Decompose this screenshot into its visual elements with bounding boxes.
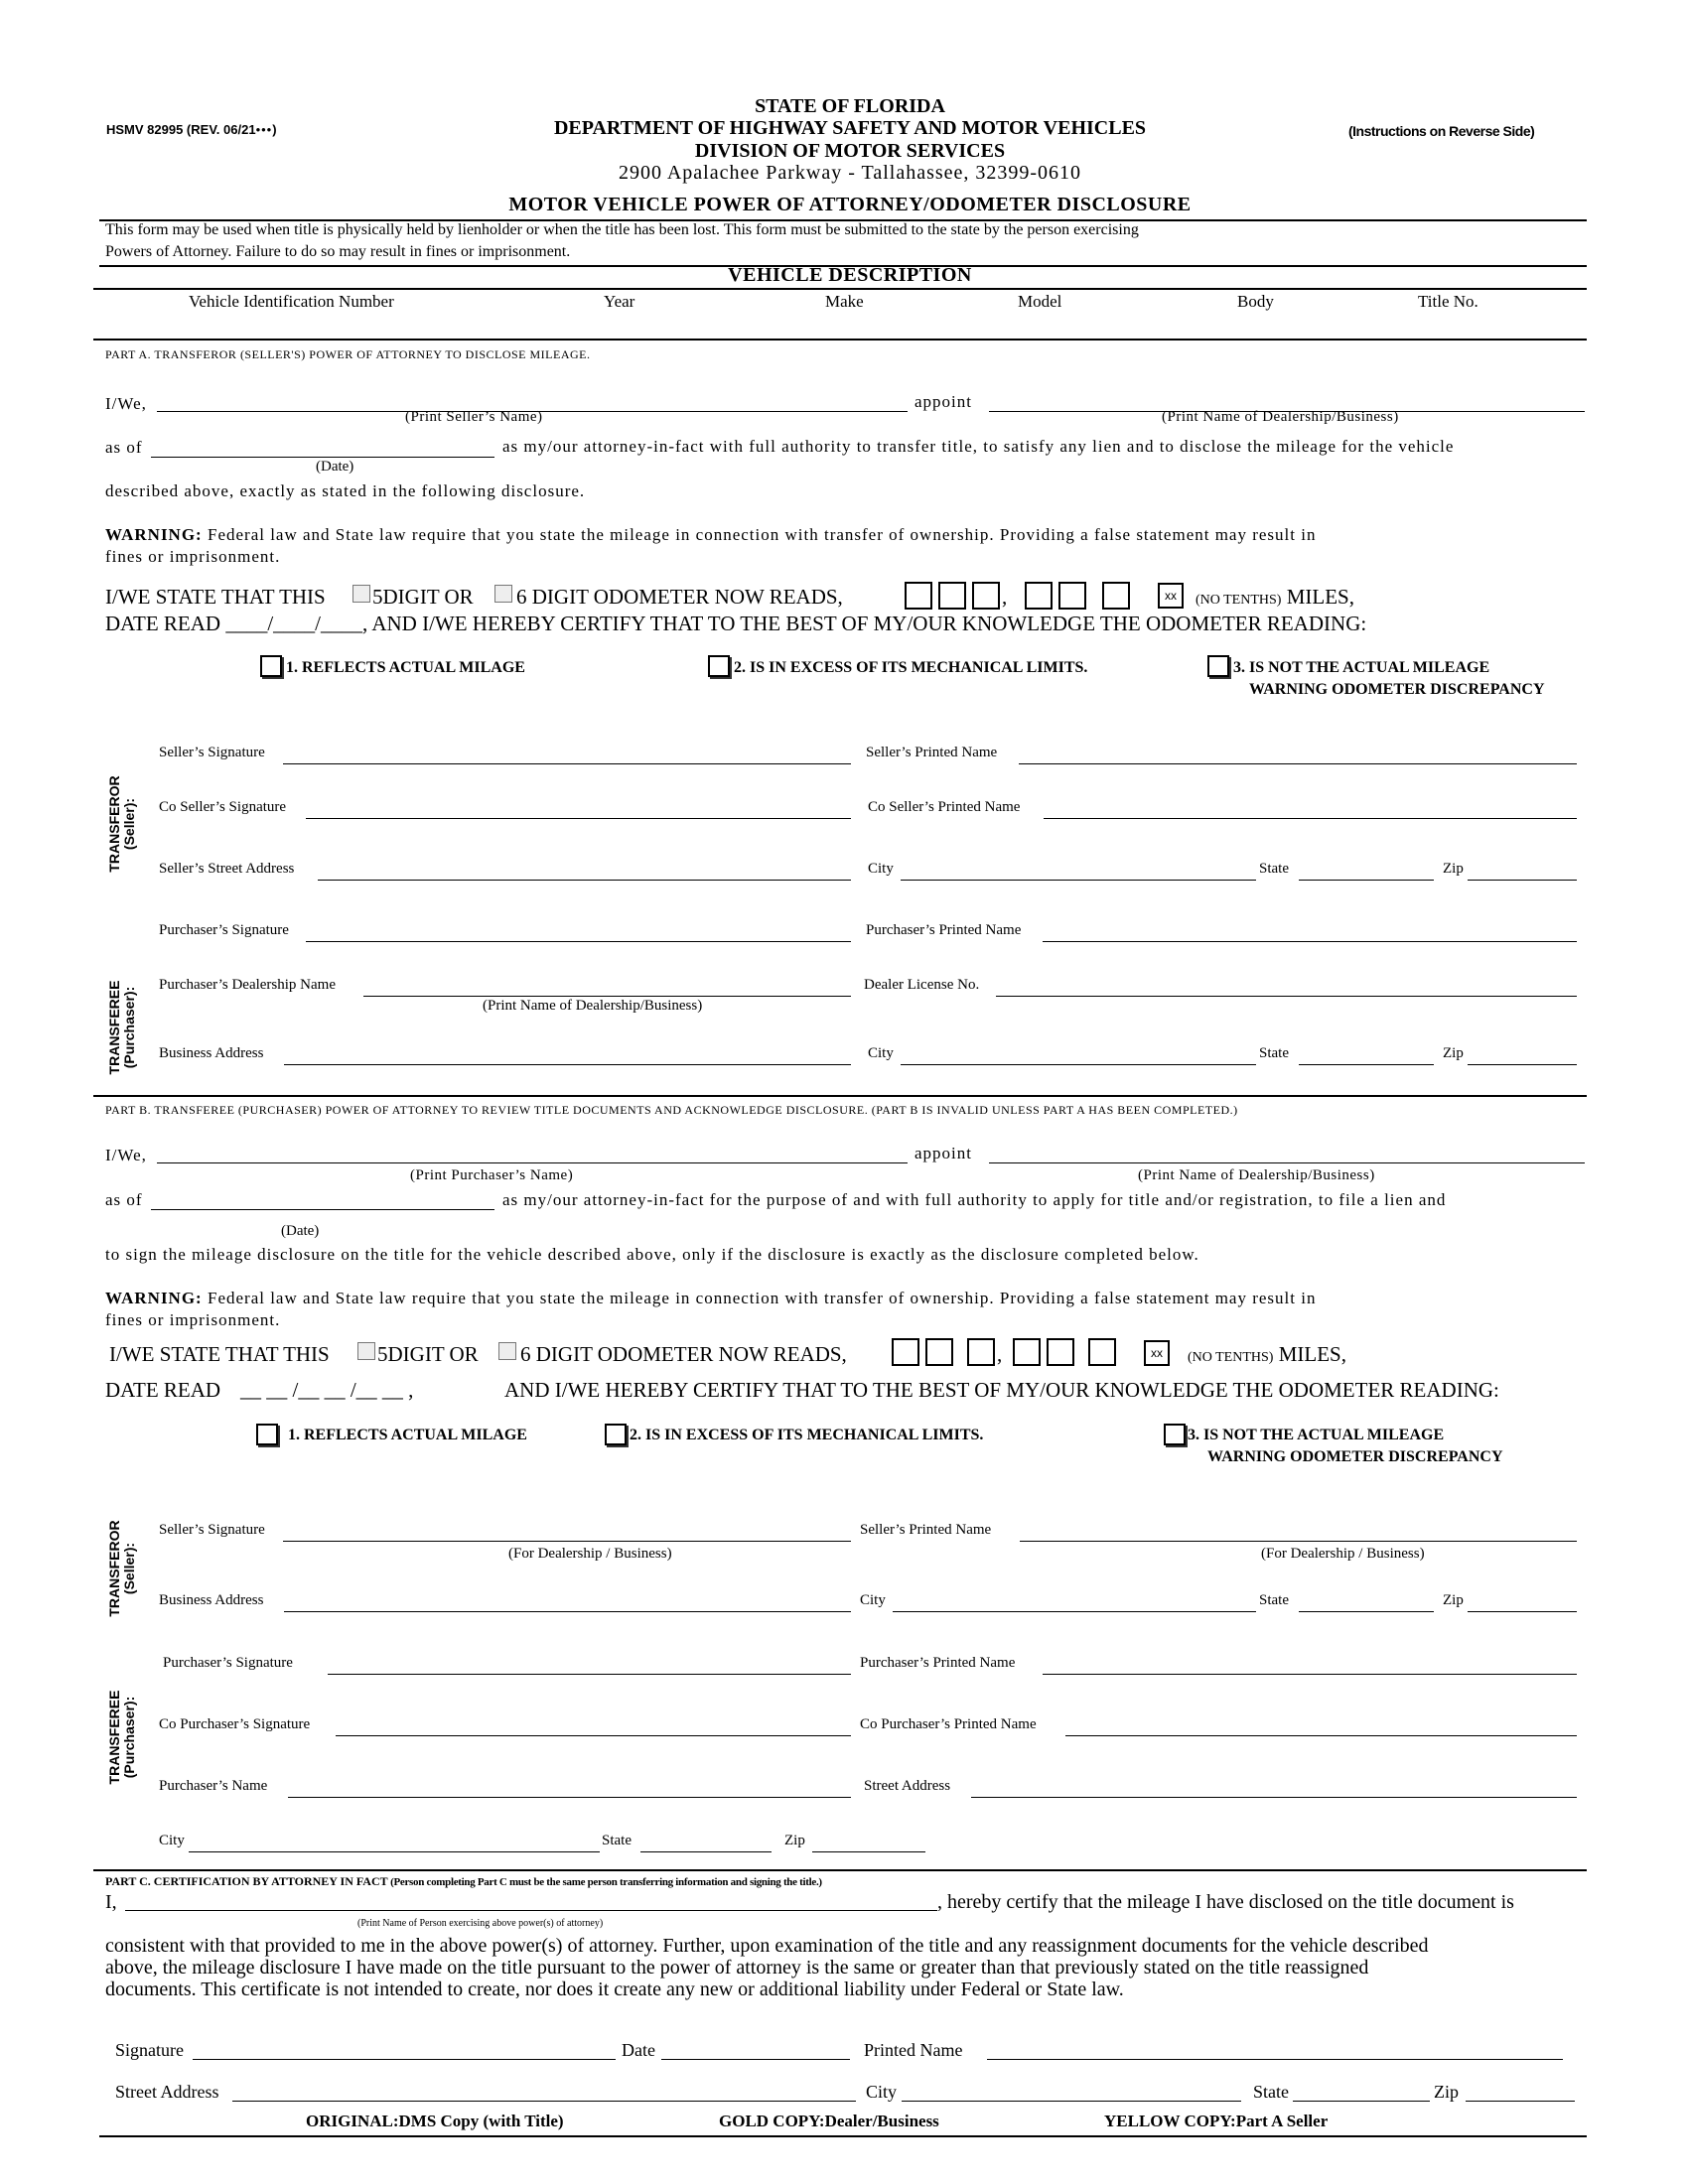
city-field[interactable]	[189, 1851, 600, 1852]
transferee-label	[107, 1688, 138, 1787]
option-not-actual-label: 3. IS NOT THE ACTUAL MILEAGE	[1233, 659, 1490, 676]
odometer-discrepancy-warning: WARNING ODOMETER DISCREPANCY	[1207, 1448, 1503, 1465]
no-tenths-label: (NO TENTHS)	[1196, 593, 1282, 608]
part-c-body-3: documents. This certificate is not intended to create, nor does it create any new or additional liability under Federal or State law.	[105, 1979, 1124, 2000]
business-address-label: Business Address	[159, 1592, 264, 1608]
state-field[interactable]	[1299, 880, 1434, 881]
co-sellers-signature-field[interactable]	[306, 818, 851, 819]
purchasers-signature-field[interactable]	[328, 1674, 851, 1675]
part-c-note: (Person completing Part C must be the same person transferring information and signing the title.)	[387, 1876, 822, 1888]
purchasers-printed-field[interactable]	[1043, 941, 1577, 942]
state-label: State	[1259, 1045, 1289, 1061]
vehicle-description-heading: VEHICLE DESCRIPTION	[728, 264, 972, 286]
part-b-warning	[105, 1289, 1316, 1308]
option-excess-checkbox[interactable]	[708, 655, 730, 677]
purchasers-name-label: Purchaser’s Name	[159, 1778, 268, 1794]
sign-text: to sign the mileage disclosure on the title for the vehicle described above, only if the disclosure is exactly as the disclosure completed below.	[105, 1245, 1199, 1264]
odometer-digit-3[interactable]	[972, 582, 1000, 610]
state-field[interactable]	[1299, 1064, 1434, 1065]
attorney-text: as my/our attorney-in-fact for the purpose of and with full authority to apply for title and/or registration, to file a lien and	[502, 1190, 1447, 1209]
street-address-label: Street Address	[115, 2082, 219, 2102]
purchaser-text: (Purchaser):	[121, 986, 138, 1069]
state-this-label: I/WE STATE THAT THIS	[109, 1342, 330, 1366]
zip-field[interactable]	[812, 1851, 925, 1852]
zip-label: Zip	[1443, 861, 1464, 877]
five-digit-label: 5DIGIT OR	[377, 1342, 479, 1366]
iwe-label: I/We,	[105, 394, 147, 413]
as-of-date-field[interactable]	[151, 457, 494, 458]
transferor-label	[107, 774, 138, 874]
state-title: STATE OF FLORIDA	[755, 95, 945, 117]
odometer-digit-6[interactable]	[1088, 1338, 1116, 1366]
part-c-body-2: above, the mileage disclosure I have made on the title pursuant to the power of attorney is the same or greater than that previously stated on the title reassigned	[105, 1957, 1369, 1979]
print-dealership-note-2: (Print Name of Dealership/Business)	[483, 998, 703, 1014]
state-label: State	[602, 1833, 632, 1848]
option-not-actual-checkbox[interactable]	[1164, 1424, 1186, 1445]
state-label: State	[1259, 861, 1289, 877]
purchasers-dealership-field[interactable]	[363, 996, 851, 997]
sellers-printed-label: Seller’s Printed Name	[860, 1522, 992, 1538]
date-label: Date	[622, 2040, 655, 2060]
city-label: City	[159, 1833, 185, 1848]
date-note: (Date)	[281, 1223, 320, 1239]
transferee-text: TRANSFEREE	[106, 1690, 122, 1785]
city-label: City	[868, 861, 894, 877]
divider	[93, 1095, 1587, 1097]
i-label: I,	[105, 1891, 117, 1913]
for-dealership-note: (For Dealership / Business)	[1261, 1546, 1425, 1562]
purchasers-signature-field[interactable]	[306, 941, 851, 942]
sellers-printed-field[interactable]	[1020, 1541, 1577, 1542]
warning-text: Federal law and State law require that you state the mileage in connection with transfer of ownership. Providing a false statement may result in	[202, 525, 1317, 544]
certify-text: AND I/WE HEREBY CERTIFY THAT TO THE BEST OF MY/OUR KNOWLEDGE THE ODOMETER READING:	[504, 1378, 1499, 1402]
business-address-field[interactable]	[284, 1064, 851, 1065]
odometer-digit-6[interactable]	[1102, 582, 1130, 610]
part-a-warning	[105, 525, 1316, 545]
warning-label: WARNING:	[105, 1289, 203, 1307]
printed-name-label: Printed Name	[864, 2040, 963, 2060]
odometer-digit-1[interactable]	[892, 1338, 919, 1366]
divider	[93, 1869, 1587, 1871]
divider	[93, 288, 1587, 290]
odometer-comma: ,	[1002, 585, 1008, 609]
col-vin: Vehicle Identification Number	[189, 292, 394, 311]
state-label: State	[1259, 1592, 1289, 1608]
street-address-field[interactable]	[232, 2101, 856, 2102]
dealer-license-label: Dealer License No.	[864, 977, 980, 993]
city-label: City	[860, 1592, 886, 1608]
purchasers-printed-field[interactable]	[1043, 1674, 1577, 1675]
option-actual-mileage-checkbox[interactable]	[256, 1424, 278, 1445]
date-read-label: DATE READ	[105, 1378, 221, 1402]
state-field[interactable]	[1293, 2101, 1430, 2102]
col-year: Year	[604, 292, 635, 311]
zip-field[interactable]	[1466, 2101, 1575, 2102]
col-title-no: Title No.	[1418, 292, 1478, 311]
co-purchasers-signature-field[interactable]	[336, 1735, 851, 1736]
tenths-box: xx	[1158, 583, 1184, 609]
city-label: City	[868, 1045, 894, 1061]
sellers-printed-label: Seller’s Printed Name	[866, 745, 998, 760]
warning-line-2: fines or imprisonment.	[105, 1310, 281, 1329]
odometer-comma: ,	[997, 1342, 1003, 1366]
city-field[interactable]	[901, 1064, 1256, 1065]
date-read-blanks: __ __ /__ __ /__ __ ,	[240, 1378, 414, 1402]
zip-field[interactable]	[1468, 1611, 1577, 1612]
state-label: State	[1253, 2082, 1289, 2102]
six-digit-checkbox[interactable]	[494, 585, 512, 603]
appoint-label: appoint	[914, 392, 972, 411]
date-read-line: DATE READ ____/____/____, AND I/WE HEREBY CERTIFY THAT TO THE BEST OF MY/OUR KNOWLEDGE THE ODOMETER READING:	[105, 612, 1367, 635]
odometer-digit-5[interactable]	[1047, 1338, 1074, 1366]
print-dealership-note: (Print Name of Dealership/Business)	[1162, 409, 1399, 425]
co-sellers-printed-field[interactable]	[1044, 818, 1577, 819]
odometer-digit-2[interactable]	[925, 1338, 953, 1366]
department-address: 2900 Apalachee Parkway - Tallahassee, 32399-0610	[618, 162, 1082, 184]
purchasers-signature-label: Purchaser’s Signature	[163, 1655, 293, 1671]
no-tenths-miles	[1188, 1342, 1346, 1366]
division-title: DIVISION OF MOTOR SERVICES	[694, 140, 1006, 162]
sellers-signature-field[interactable]	[283, 763, 851, 764]
zip-field[interactable]	[1468, 880, 1577, 881]
divider	[93, 339, 1587, 341]
copy-yellow: YELLOW COPY:Part A Seller	[1104, 2112, 1329, 2130]
odometer-digit-4[interactable]	[1013, 1338, 1041, 1366]
purchasers-dealership-label: Purchaser’s Dealership Name	[159, 977, 336, 993]
copy-original: ORIGINAL:DMS Copy (with Title)	[306, 2112, 564, 2130]
six-digit-label: 6 DIGIT ODOMETER NOW READS,	[520, 1342, 847, 1366]
purchasers-printed-label: Purchaser’s Printed Name	[866, 922, 1022, 938]
odometer-digit-2[interactable]	[938, 582, 966, 610]
copy-gold: GOLD COPY:Dealer/Business	[719, 2112, 939, 2130]
form-id-tail: )	[272, 122, 277, 137]
signature-label: Signature	[115, 2040, 184, 2060]
attorney-text: as my/our attorney-in-fact with full authority to transfer title, to satisfy any lien and to disclose the mileage for the vehicle	[502, 437, 1455, 456]
warning-text: Federal law and State law require that you state the mileage in connection with transfer of ownership. Providing a false statement may result in	[202, 1289, 1317, 1307]
option-not-actual-checkbox[interactable]	[1207, 655, 1229, 677]
part-c-heading	[105, 1875, 822, 1889]
city-field[interactable]	[893, 1611, 1256, 1612]
co-purchasers-signature-label: Co Purchaser’s Signature	[159, 1716, 311, 1732]
purchasers-signature-label: Purchaser’s Signature	[159, 922, 289, 938]
attorney-name-field[interactable]	[125, 1910, 937, 1911]
zip-label: Zip	[1434, 2082, 1459, 2102]
transferee-label	[107, 978, 138, 1077]
city-label: City	[866, 2082, 898, 2102]
odometer-discrepancy-warning: WARNING ODOMETER DISCREPANCY	[1249, 681, 1545, 698]
zip-label: Zip	[1443, 1045, 1464, 1061]
part-c-body-1: consistent with that provided to me in the above power(s) of attorney. Further, upon examination of the title and any reassignment documents for the vehicle described	[105, 1935, 1429, 1957]
co-purchasers-printed-label: Co Purchaser’s Printed Name	[860, 1716, 1037, 1732]
co-sellers-printed-label: Co Seller’s Printed Name	[868, 799, 1021, 815]
as-of-label: as of	[105, 438, 143, 457]
transferor-text: TRANSFEROR	[106, 775, 122, 873]
option-excess-checkbox[interactable]	[605, 1424, 627, 1445]
purchaser-text: (Purchaser):	[121, 1696, 138, 1779]
as-of-label: as of	[105, 1190, 143, 1209]
option-excess-label: 2. IS IN EXCESS OF ITS MECHANICAL LIMITS.	[630, 1427, 984, 1443]
col-model: Model	[1018, 292, 1062, 311]
street-address-label: Street Address	[864, 1778, 951, 1794]
no-tenths-miles	[1196, 585, 1354, 609]
street-address-field[interactable]	[971, 1797, 1577, 1798]
form-id-text: HSMV 82995 (REV. 06/21	[106, 122, 256, 137]
option-excess-label: 2. IS IN EXCESS OF ITS MECHANICAL LIMITS.	[734, 659, 1088, 676]
co-sellers-signature-label: Co Seller’s Signature	[159, 799, 287, 815]
dealership-name-field[interactable]	[989, 1162, 1585, 1163]
city-field[interactable]	[901, 880, 1256, 881]
divider	[99, 2135, 1587, 2137]
odometer-digit-3[interactable]	[967, 1338, 995, 1366]
instructions-note: (Instructions on Reverse Side)	[1348, 123, 1535, 139]
co-purchasers-printed-field[interactable]	[1065, 1735, 1577, 1736]
tenths-box: xx	[1144, 1340, 1170, 1366]
five-digit-checkbox[interactable]	[357, 1342, 375, 1360]
option-not-actual-label: 3. IS NOT THE ACTUAL MILEAGE	[1188, 1427, 1445, 1443]
form-id	[106, 123, 277, 138]
print-name-note: (Print Name of Person exercising above power(s) of attorney)	[357, 1918, 604, 1929]
option-actual-mileage-checkbox[interactable]	[260, 655, 282, 677]
five-digit-checkbox[interactable]	[352, 585, 370, 603]
intro-line-2: Powers of Attorney. Failure to do so may result in fines or imprisonment.	[105, 243, 571, 260]
seller-text: (Seller):	[121, 797, 138, 851]
sellers-street-label: Seller’s Street Address	[159, 861, 295, 877]
odometer-digit-4[interactable]	[1025, 582, 1053, 610]
appoint-label: appoint	[914, 1144, 972, 1162]
warning-label: WARNING:	[105, 525, 203, 544]
purchaser-name-field[interactable]	[157, 1162, 908, 1163]
printed-name-field[interactable]	[987, 2059, 1563, 2060]
part-b-heading: PART B. TRANSFEREE (PURCHASER) POWER OF ATTORNEY TO REVIEW TITLE DOCUMENTS AND ACKNOWLEDGE DISCLOSURE. (PART B IS INVALID UNLESS PART A HAS BEEN COMPLETED.)	[105, 1103, 1238, 1117]
for-dealership-note: (For Dealership / Business)	[508, 1546, 672, 1562]
form-title: MOTOR VEHICLE POWER OF ATTORNEY/ODOMETER DISCLOSURE	[508, 194, 1192, 215]
state-this-label: I/WE STATE THAT THIS	[105, 585, 326, 609]
col-make: Make	[825, 292, 864, 311]
part-a-heading: PART A. TRANSFEROR (SELLER'S) POWER OF ATTORNEY TO DISCLOSE MILEAGE.	[105, 347, 591, 361]
print-dealership-note: (Print Name of Dealership/Business)	[1138, 1167, 1375, 1183]
sellers-signature-label: Seller’s Signature	[159, 1522, 265, 1538]
five-digit-label: 5DIGIT OR	[372, 585, 474, 609]
option-actual-mileage-label: 1. REFLECTS ACTUAL MILAGE	[286, 659, 525, 676]
six-digit-checkbox[interactable]	[498, 1342, 516, 1360]
zip-label: Zip	[784, 1833, 805, 1848]
miles-label: MILES,	[1278, 1342, 1346, 1366]
purchasers-name-field[interactable]	[288, 1797, 851, 1798]
col-body: Body	[1237, 292, 1274, 311]
sellers-signature-label: Seller’s Signature	[159, 745, 265, 760]
purchasers-printed-label: Purchaser’s Printed Name	[860, 1655, 1016, 1671]
option-actual-mileage-label: 1. REFLECTS ACTUAL MILAGE	[288, 1427, 527, 1443]
hereby-text: , hereby certify that the mileage I have disclosed on the title document is	[937, 1891, 1514, 1913]
odometer-digit-5[interactable]	[1058, 582, 1086, 610]
print-seller-note: (Print Seller’s Name)	[405, 409, 543, 425]
department-title: DEPARTMENT OF HIGHWAY SAFETY AND MOTOR VEHICLES	[553, 117, 1147, 139]
iwe-label: I/We,	[105, 1146, 147, 1164]
date-field[interactable]	[661, 2059, 850, 2060]
six-digit-label: 6 DIGIT ODOMETER NOW READS,	[516, 585, 843, 609]
odometer-digit-1[interactable]	[905, 582, 932, 610]
no-tenths-label: (NO TENTHS)	[1188, 1350, 1274, 1365]
sellers-street-field[interactable]	[318, 880, 851, 881]
state-field[interactable]	[1299, 1611, 1434, 1612]
sellers-printed-field[interactable]	[1019, 763, 1577, 764]
print-purchaser-note: (Print Purchaser’s Name)	[410, 1167, 574, 1183]
transferor-text: TRANSFEROR	[106, 1520, 122, 1617]
transferor-label	[107, 1519, 138, 1618]
date-note: (Date)	[316, 459, 354, 475]
seller-text: (Seller):	[121, 1542, 138, 1595]
as-of-date-field[interactable]	[151, 1209, 494, 1210]
transferee-text: TRANSFEREE	[106, 980, 122, 1075]
part-c-title: PART C. CERTIFICATION BY ATTORNEY IN FACT	[105, 1874, 388, 1888]
city-field[interactable]	[902, 2101, 1241, 2102]
warning-line-2: fines or imprisonment.	[105, 547, 281, 566]
zip-label: Zip	[1443, 1592, 1464, 1608]
dealer-license-field[interactable]	[996, 996, 1577, 997]
sellers-signature-field[interactable]	[283, 1541, 851, 1542]
business-address-field[interactable]	[284, 1611, 851, 1612]
state-field[interactable]	[640, 1851, 772, 1852]
zip-field[interactable]	[1468, 1064, 1577, 1065]
form-id-dots: •••	[255, 122, 273, 137]
signature-field[interactable]	[193, 2059, 616, 2060]
business-address-label: Business Address	[159, 1045, 264, 1061]
miles-label: MILES,	[1286, 585, 1354, 609]
intro-line-1: This form may be used when title is physically held by lienholder or when the title has been lost. This form must be submitted to the state by the person exercising	[105, 221, 1139, 238]
described-text: described above, exactly as stated in the following disclosure.	[105, 481, 586, 500]
